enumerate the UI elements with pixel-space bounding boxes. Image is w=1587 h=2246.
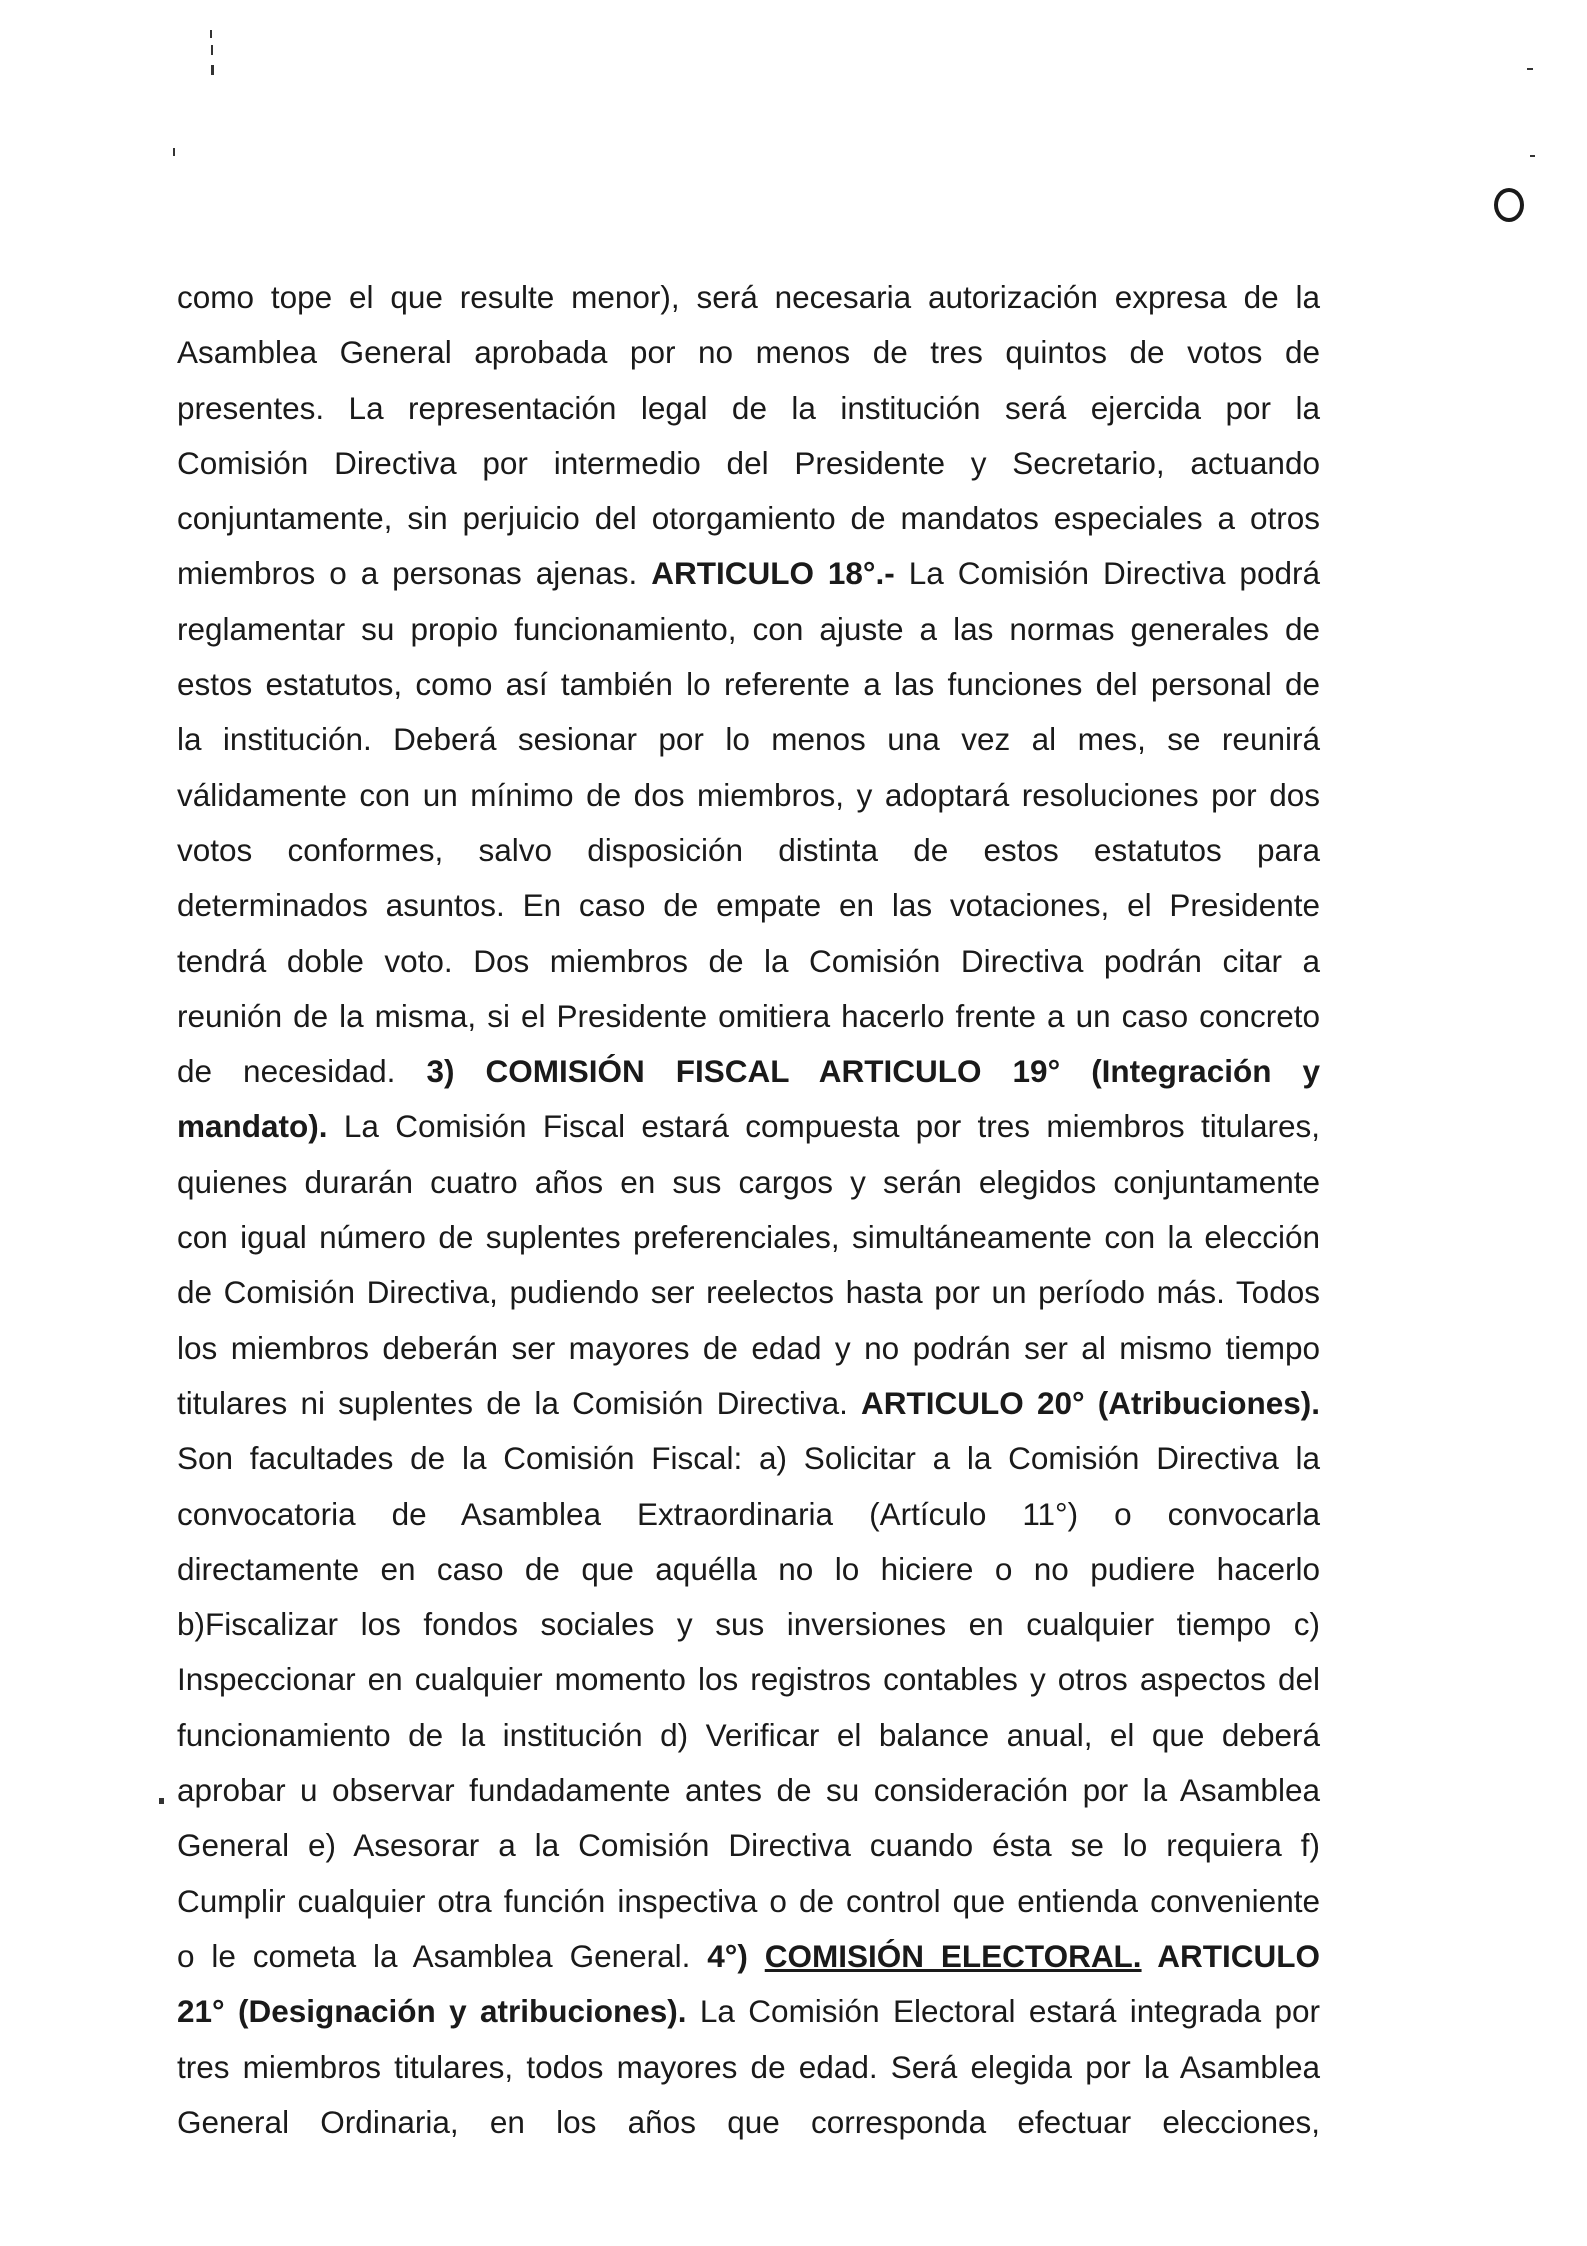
- text-line: [177, 491, 1320, 546]
- scan-speck: [173, 148, 175, 156]
- text-segment: Comisión Directiva por intermedio del Presidente y Secretario, actuando: [177, 444, 1320, 481]
- text-segment: válidamente con un mínimo de dos miembros, y adoptará resoluciones por dos: [177, 776, 1320, 813]
- text-line: [177, 381, 1320, 436]
- text-segment: estos estatutos, como así también lo referente a las funciones del personal de: [177, 666, 1320, 703]
- circle-mark: [1494, 188, 1524, 222]
- text-segment: 21° (Designación y atribuciones).: [177, 1993, 687, 2030]
- text-segment: 3) COMISIÓN FISCAL ARTICULO 19° (Integración y: [426, 1053, 1320, 1090]
- text-segment: funcionamiento de la institución d) Verificar el balance anual, el que deberá: [177, 1716, 1320, 1753]
- text-line: [177, 1984, 1320, 2039]
- scan-speck: [210, 30, 212, 38]
- text-segment: ARTICULO 20° (Atribuciones).: [861, 1384, 1321, 1421]
- text-line: [177, 546, 1320, 601]
- text-segment: o le cometa la Asamblea General.: [177, 1937, 708, 1974]
- text-line: [177, 823, 1320, 878]
- text-line: [177, 1597, 1320, 1652]
- text-segment: tendrá doble voto. Dos miembros de la Comisión Directiva podrán citar a: [177, 942, 1320, 979]
- text-line: [177, 1099, 1320, 1154]
- text-segment: ARTICULO 18°.-: [651, 555, 895, 592]
- scan-speck: [211, 65, 214, 75]
- text-segment: directamente en caso de que aquélla no lo hiciere o no pudiere hacerlo: [177, 1550, 1320, 1587]
- text-segment: miembros o a personas ajenas.: [177, 555, 652, 592]
- text-line: [177, 1487, 1320, 1542]
- text-line: [177, 1708, 1320, 1763]
- text-segment: reglamentar su propio funcionamiento, con ajuste a las normas generales de: [177, 610, 1320, 647]
- text-line: [177, 1210, 1320, 1265]
- text-segment: La Comisión Fiscal estará compuesta por tres miembros titulares,: [327, 1108, 1320, 1145]
- text-segment: La Comisión Electoral estará integrada por: [686, 1993, 1320, 2030]
- text-line: [177, 1321, 1320, 1376]
- text-segment: La Comisión Directiva podrá: [894, 555, 1320, 592]
- text-line: [177, 1763, 1320, 1818]
- text-segment: aprobar u observar fundadamente antes de su consideración por la Asamblea: [177, 1772, 1320, 1809]
- text-segment: ARTICULO: [1141, 1937, 1320, 1974]
- scan-speck: [211, 45, 213, 55]
- scan-speck: [1527, 68, 1533, 70]
- text-line: [177, 1376, 1320, 1431]
- text-segment: mandato).: [177, 1108, 328, 1145]
- text-line: [177, 1044, 1320, 1099]
- text-line: [177, 325, 1320, 380]
- text-segment: de Comisión Directiva, pudiendo ser reelectos hasta por un período más. Todos: [177, 1274, 1320, 1311]
- text-segment: General e) Asesorar a la Comisión Directiva cuando ésta se lo requiera f): [177, 1827, 1320, 1864]
- text-line: [177, 934, 1320, 989]
- text-line: [177, 1874, 1320, 1929]
- text-line: [177, 989, 1320, 1044]
- text-segment: quienes durarán cuatro años en sus cargos y serán elegidos conjuntamente: [177, 1163, 1320, 1200]
- text-segment: convocatoria de Asamblea Extraordinaria (Artículo 11°) o convocarla: [177, 1495, 1320, 1532]
- text-line: [177, 2095, 1320, 2150]
- text-segment: General Ordinaria, en los años que corresponda efectuar elecciones,: [177, 2103, 1320, 2140]
- text-segment: Inspeccionar en cualquier momento los registros contables y otros aspectos del: [177, 1661, 1320, 1698]
- text-line: [177, 2040, 1320, 2095]
- text-segment: como tope el que resulte menor), será necesaria autorización expresa de la: [177, 279, 1320, 315]
- text-line: [177, 1818, 1320, 1873]
- text-segment: titulares ni suplentes de la Comisión Directiva.: [177, 1384, 862, 1421]
- text-segment: reunión de la misma, si el Presidente omitiera hacerlo frente a un caso concreto: [177, 997, 1320, 1034]
- text-segment: Cumplir cualquier otra función inspectiva o de control que entienda conveniente: [177, 1882, 1320, 1919]
- text-segment: los miembros deberán ser mayores de edad y no podrán ser al mismo tiempo: [177, 1329, 1320, 1366]
- text-line: [177, 1652, 1320, 1707]
- text-line: [177, 657, 1320, 712]
- text-segment: tres miembros titulares, todos mayores de edad. Será elegida por la Asamblea: [177, 2048, 1320, 2085]
- text-segment: determinados asuntos. En caso de empate en las votaciones, el Presidente: [177, 887, 1320, 924]
- text-line: [177, 878, 1320, 933]
- text-segment: de necesidad.: [177, 1053, 427, 1090]
- text-line: [177, 1542, 1320, 1597]
- text-line: [177, 1265, 1320, 1320]
- text-segment: con igual número de suplentes preferenciales, simultáneamente con la elección: [177, 1219, 1320, 1256]
- text-line: [177, 1155, 1320, 1210]
- text-segment: conjuntamente, sin perjuicio del otorgamiento de mandatos especiales a otros: [177, 500, 1320, 537]
- text-line: [177, 712, 1320, 767]
- text-line: [177, 270, 1320, 325]
- text-line: [177, 768, 1320, 823]
- text-line: [177, 1431, 1320, 1486]
- scan-speck: [1530, 155, 1535, 157]
- scan-speck: [159, 1798, 164, 1804]
- document-body: [177, 270, 1320, 2150]
- text-segment: Son facultades de la Comisión Fiscal: a) Solicitar a la Comisión Directiva la: [177, 1440, 1320, 1477]
- text-segment: COMISIÓN ELECTORAL.: [764, 1937, 1142, 1974]
- text-segment: presentes. La representación legal de la institución será ejercida por la: [177, 389, 1320, 426]
- text-segment: Asamblea General aprobada por no menos de tres quintos de votos de: [177, 334, 1320, 371]
- text-line: [177, 436, 1320, 491]
- text-segment: votos conformes, salvo disposición distinta de estos estatutos para: [177, 831, 1320, 868]
- text-line: [177, 1929, 1320, 1984]
- text-line: [177, 602, 1320, 657]
- text-segment: b)Fiscalizar los fondos sociales y sus inversiones en cualquier tiempo c): [177, 1606, 1320, 1643]
- text-segment: la institución. Deberá sesionar por lo menos una vez al mes, se reunirá: [177, 721, 1320, 758]
- text-segment: 4°): [707, 1937, 765, 1974]
